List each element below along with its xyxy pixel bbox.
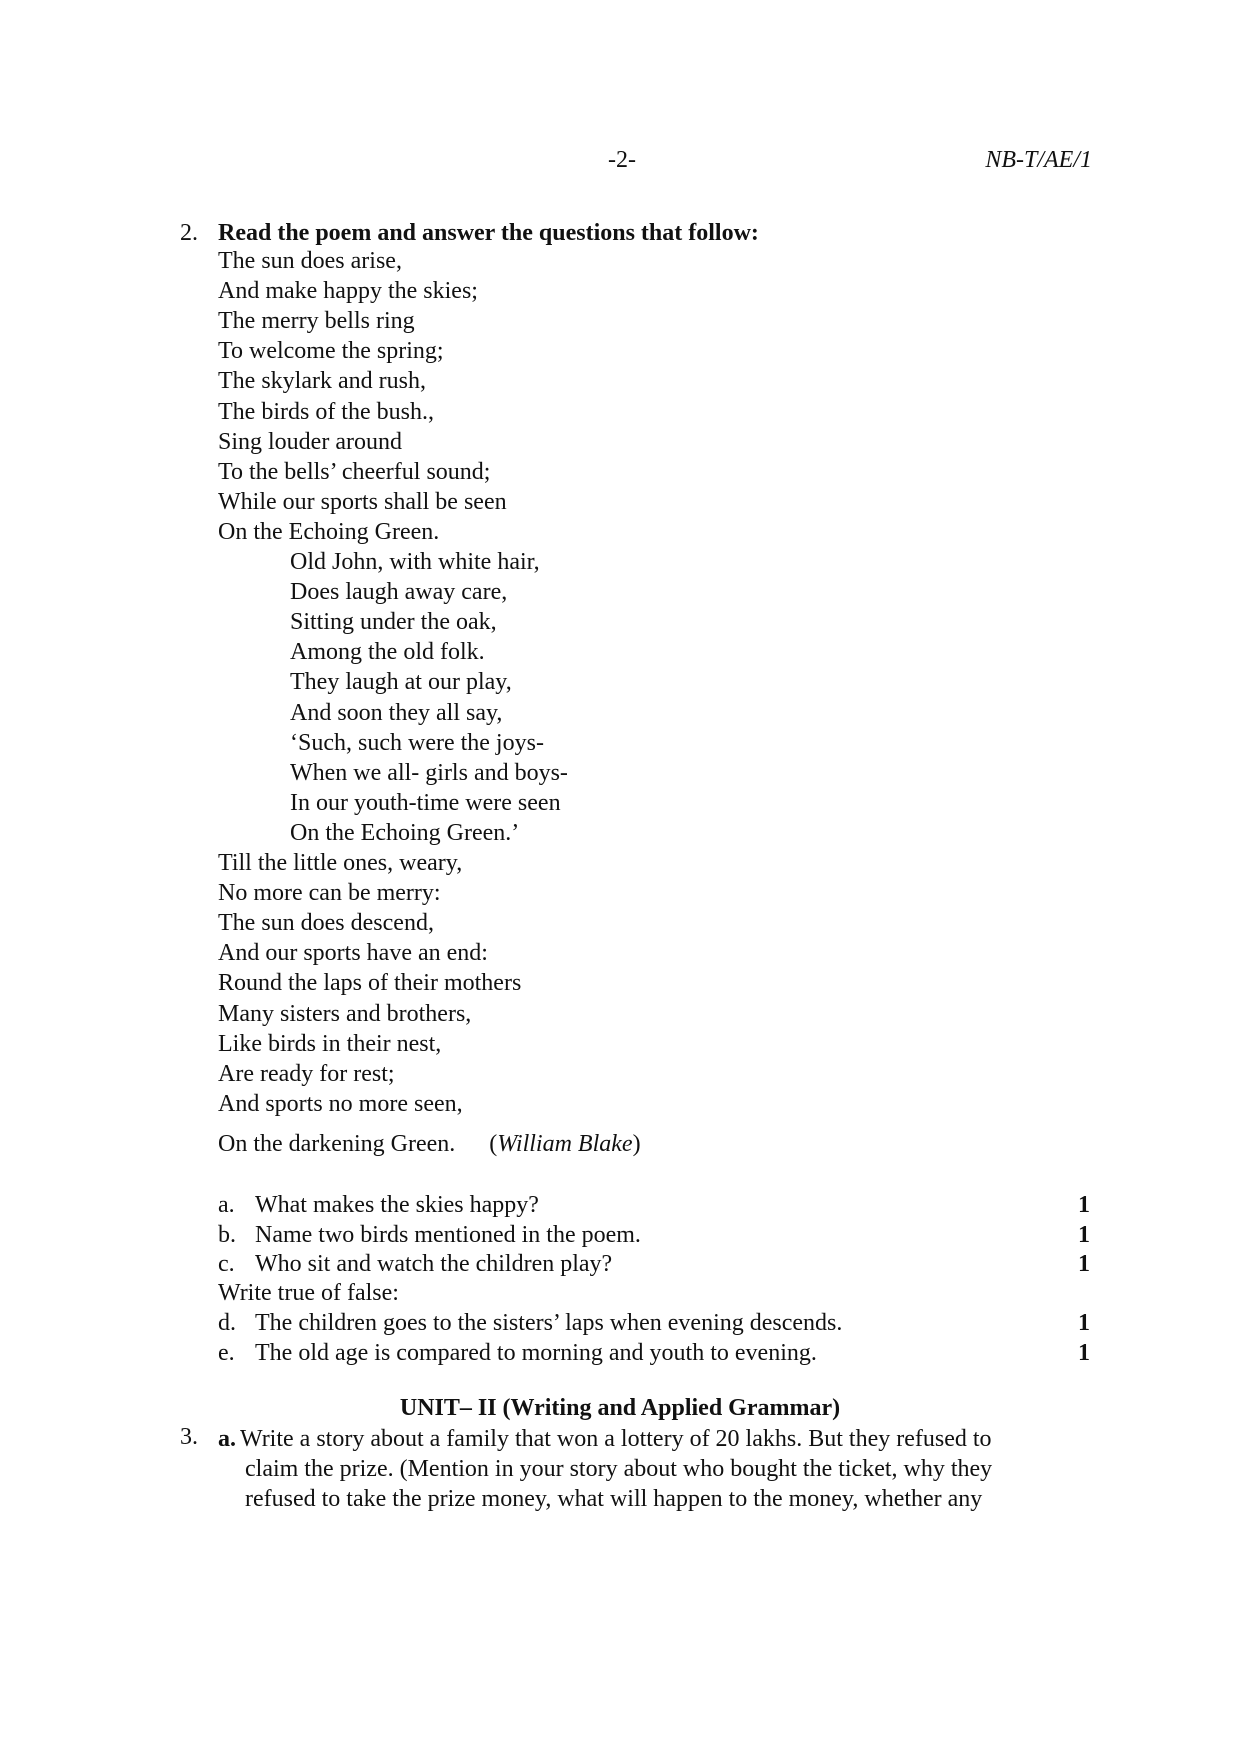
poem-line: ‘Such, such were the joys- [290,729,544,756]
poem-line: On the darkening Green. [218,1131,456,1157]
poem-line: Sitting under the oak, [290,609,497,636]
sub-question-letter: e. [218,1340,235,1366]
poem-line: On the Echoing Green.’ [290,819,520,846]
marks: 1 [1078,1310,1090,1336]
poem-line: While our sports shall be seen [218,488,507,515]
poem-line: Does laugh away care, [290,579,508,606]
paper-code: NB-T/AE/1 [985,147,1092,173]
poem-line: To the bells’ cheerful sound; [218,458,491,485]
poem-line: The sun does descend, [218,910,434,937]
poem-line: No more can be merry: [218,880,441,907]
poem-line: And sports no more seen, [218,1090,463,1117]
poem-line: Sing louder around [218,428,402,455]
poem-line: Till the little ones, weary, [218,850,463,876]
page-number: -2- [608,147,636,173]
poem-line: They laugh at our play, [290,669,512,696]
poem-line: The skylark and rush, [218,368,426,395]
unit-title: UNIT– II (Writing and Applied Grammar) [399,1395,841,1421]
poem-line: Are ready for rest; [218,1060,395,1087]
poem-line: And make happy the skies; [218,278,478,305]
poem-line: The merry bells ring [218,308,415,335]
author-close-paren: ) [632,1131,641,1157]
sub-question [218,1222,641,1249]
poem-line: Round the laps of their mothers [218,970,522,997]
sub-question [218,1340,817,1367]
question-2-number: 2. [180,220,198,246]
poem-line: Old John, with white hair, [290,549,540,575]
poem-line: And our sports have an end: [218,940,488,967]
question-3-part: a. [218,1426,236,1452]
sub-question-text: The children goes to the sisters’ laps when evening descends. [255,1310,843,1336]
question-3-number: 3. [180,1424,198,1450]
poem-line: The sun does arise, [218,248,402,274]
poem-line: When we all- girls and boys- [290,759,568,786]
marks: 1 [1078,1340,1090,1366]
marks: 1 [1078,1221,1090,1248]
poem-line: And soon they all say, [290,699,503,726]
sub-question [218,1310,842,1337]
poem-line: The birds of the bush., [218,398,434,425]
sub-question [218,1192,539,1219]
question-3-line: Write a story about a family that won a lottery of 20 lakhs. But they refused to [240,1426,992,1452]
sub-question-letter: d. [218,1310,236,1336]
sub-question-text: What makes the skies happy? [255,1192,539,1218]
poem-line: Many sisters and brothers, [218,1000,472,1027]
question-2-instruction: Read the poem and answer the questions that follow: [218,220,759,246]
sub-question-letter: c. [218,1251,235,1277]
poem-line: Among the old folk. [290,639,485,666]
question-3-line: refused to take the prize money, what will happen to the money, whether any [245,1486,983,1512]
poem-line: In our youth-time were seen [290,789,561,816]
sub-question-letter: a. [218,1192,235,1218]
poem-last-line [218,1131,641,1158]
author-open-paren: ( [489,1131,498,1157]
sub-question [218,1251,612,1278]
sub-question-text: The old age is compared to morning and youth to evening. [255,1340,817,1366]
true-false-heading: Write true of false: [218,1280,399,1306]
sub-question-text: Name two birds mentioned in the poem. [255,1221,641,1248]
poem-line: Like birds in their nest, [218,1030,442,1057]
question-3-text [218,1424,1098,1514]
marks: 1 [1078,1192,1090,1218]
poem-line: On the Echoing Green. [218,518,440,545]
poem-line: To welcome the spring; [218,338,444,365]
sub-question-text: Who sit and watch the children play? [255,1251,613,1277]
poem-author: William Blake [497,1131,633,1157]
question-3-line: claim the prize. (Mention in your story about who bought the ticket, why they [245,1456,993,1482]
marks: 1 [1078,1251,1090,1277]
sub-question-letter: b. [218,1221,236,1248]
